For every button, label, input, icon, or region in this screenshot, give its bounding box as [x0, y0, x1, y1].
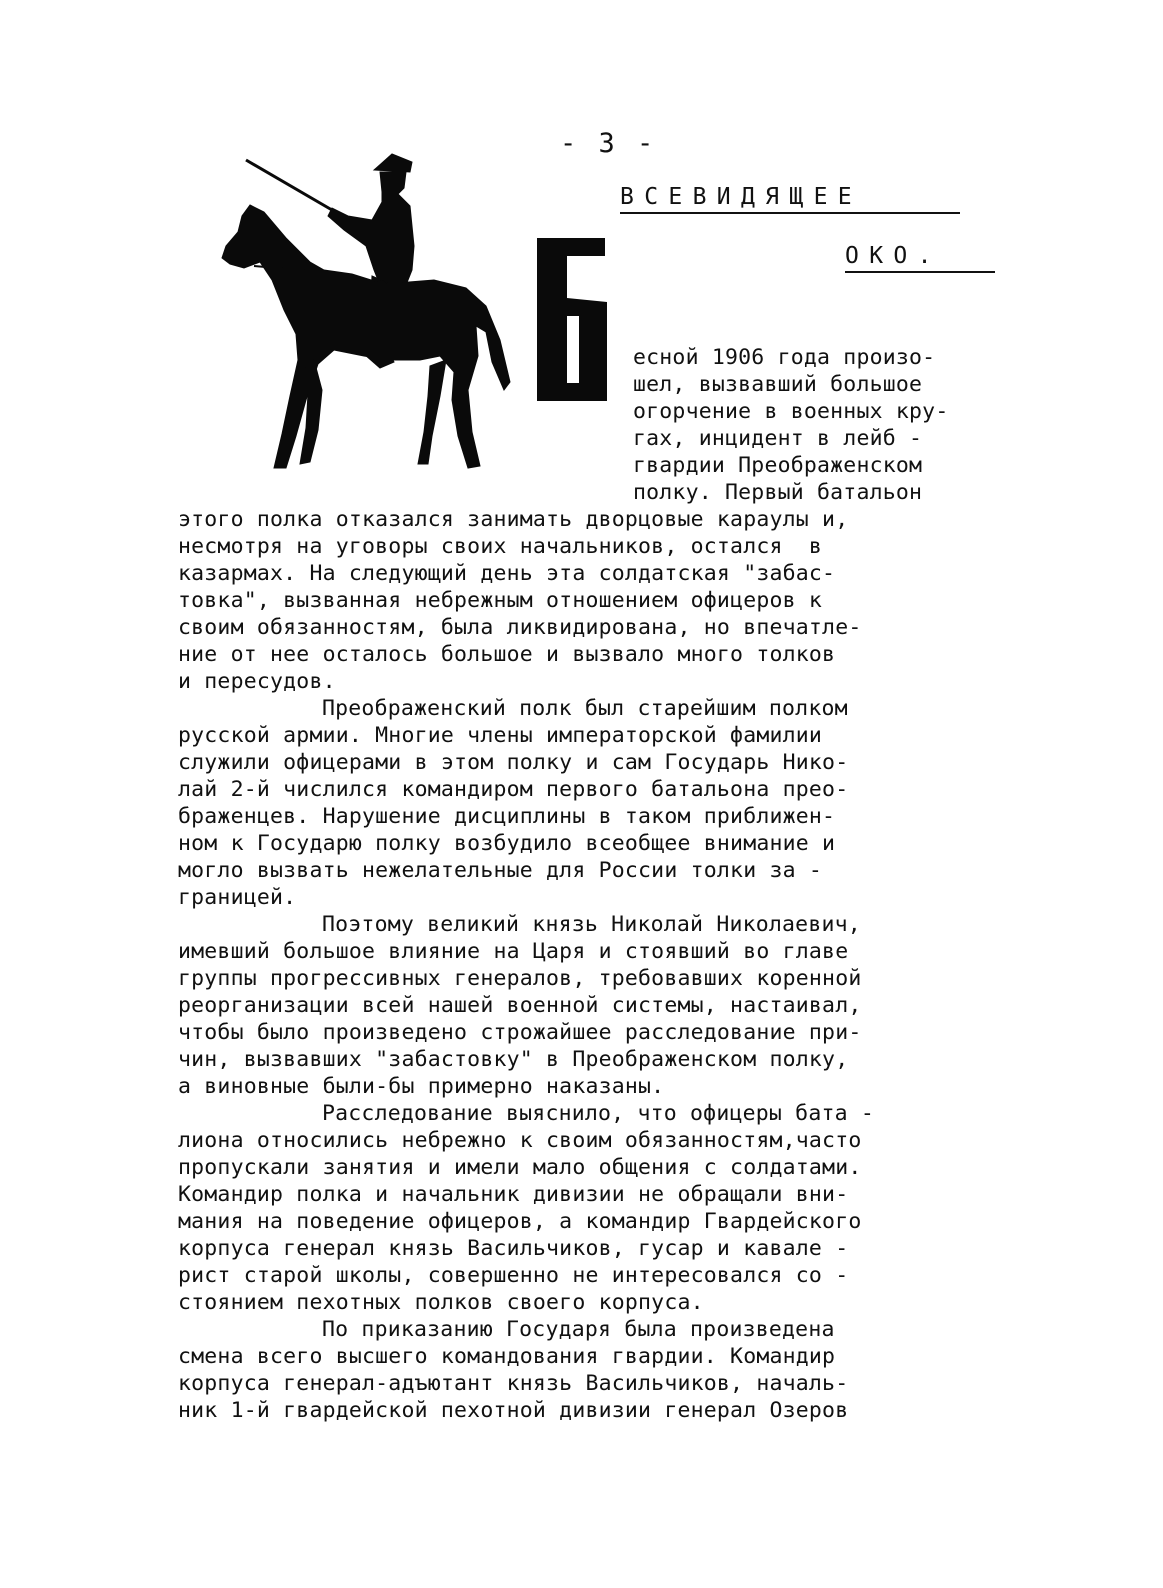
- text-line: товка", вызванная небрежным отношением офицеров к: [178, 588, 823, 613]
- text-line: мания на поведение офицеров, а командир Гвардейского: [178, 1209, 862, 1234]
- text-line: границей.: [178, 885, 297, 910]
- text-line: Командир полка и начальник дивизии не обращали вни-: [178, 1182, 849, 1207]
- text-line: своим обязанностям, была ликвидирована, но впечатле-: [178, 615, 862, 640]
- text-line: рист старой школы, совершенно не интересовался со -: [178, 1263, 849, 1288]
- text-line: ном к Государю полку возбудило всеобщее внимание и: [178, 831, 836, 856]
- text-line: реорганизации всей нашей военной системы, настаивал,: [178, 993, 862, 1018]
- text-line: корпуса генерал-адъютант князь Васильчиков, началь-: [178, 1371, 849, 1396]
- text-line: стоянием пехотных полков своего корпуса.: [178, 1290, 704, 1315]
- text-line: и пересудов.: [178, 669, 336, 694]
- text-line: лай 2-й числился командиром первого батальона прео-: [178, 777, 849, 802]
- page-number: - 3 -: [560, 128, 657, 159]
- text-line: шел, вызвавший большое: [633, 372, 923, 397]
- text-line: ник 1-й гвардейской пехотной дивизии генерал Озеров: [178, 1398, 849, 1423]
- text-line: чин, вызвавших "забастовку" в Преображенском полку,: [178, 1047, 849, 1072]
- text-line: есной 1906 года произо-: [633, 345, 936, 370]
- text-line: лиона относились небрежно к своим обязанностям,часто: [178, 1128, 862, 1153]
- drop-cap-letter: [537, 238, 607, 401]
- text-line: гах, инцидент в лейб -: [633, 426, 923, 451]
- horseman-silhouette-image: [214, 150, 514, 480]
- text-line: ние от нее осталось большое и вызвало много толков: [178, 642, 836, 667]
- text-line: группы прогрессивных генералов, требовавших коренной: [178, 966, 862, 991]
- text-line: огорчение в военных кру-: [633, 399, 949, 424]
- text-line: корпуса генерал князь Васильчиков, гусар и кавале -: [178, 1236, 849, 1261]
- text-line: этого полка отказался занимать дворцовые караулы и,: [178, 507, 849, 532]
- text-line: Преображенский полк был старейшим полком: [322, 696, 848, 721]
- text-line: а виновные были-бы примерно наказаны.: [178, 1074, 665, 1099]
- text-line: полку. Первый батальон: [633, 480, 923, 505]
- text-line: браженцев. Нарушение дисциплины в таком приближен-: [178, 804, 836, 829]
- text-line: могло вызвать нежелательные для России толки за -: [178, 858, 823, 883]
- text-line: служили офицерами в этом полку и сам Государь Нико-: [178, 750, 849, 775]
- text-line: Расследование выяснило, что офицеры бата -: [322, 1101, 875, 1126]
- text-line: русской армии. Многие члены императорской фамилии: [178, 723, 823, 748]
- text-line: казармах. На следующий день эта солдатская "забас-: [178, 561, 836, 586]
- title-line-1: ВСЕВИДЯЩЕЕ: [620, 184, 960, 214]
- text-line: пропускали занятия и имели мало общения с солдатами.: [178, 1155, 862, 1180]
- text-line: Поэтому великий князь Николай Николаевич,: [322, 912, 861, 937]
- text-line: смена всего высшего командования гвардии. Командир: [178, 1344, 836, 1369]
- text-line: несмотря на уговоры своих начальников, остался в: [178, 534, 823, 559]
- text-line: чтобы было произведено строжайшее расследование при-: [178, 1020, 862, 1045]
- text-line: гвардии Преображенском: [633, 453, 923, 478]
- text-line: По приказанию Государя была произведена: [322, 1317, 835, 1342]
- title-line-2: ОКО.: [845, 243, 995, 273]
- text-line: имевший большое влияние на Царя и стоявший во главе: [178, 939, 849, 964]
